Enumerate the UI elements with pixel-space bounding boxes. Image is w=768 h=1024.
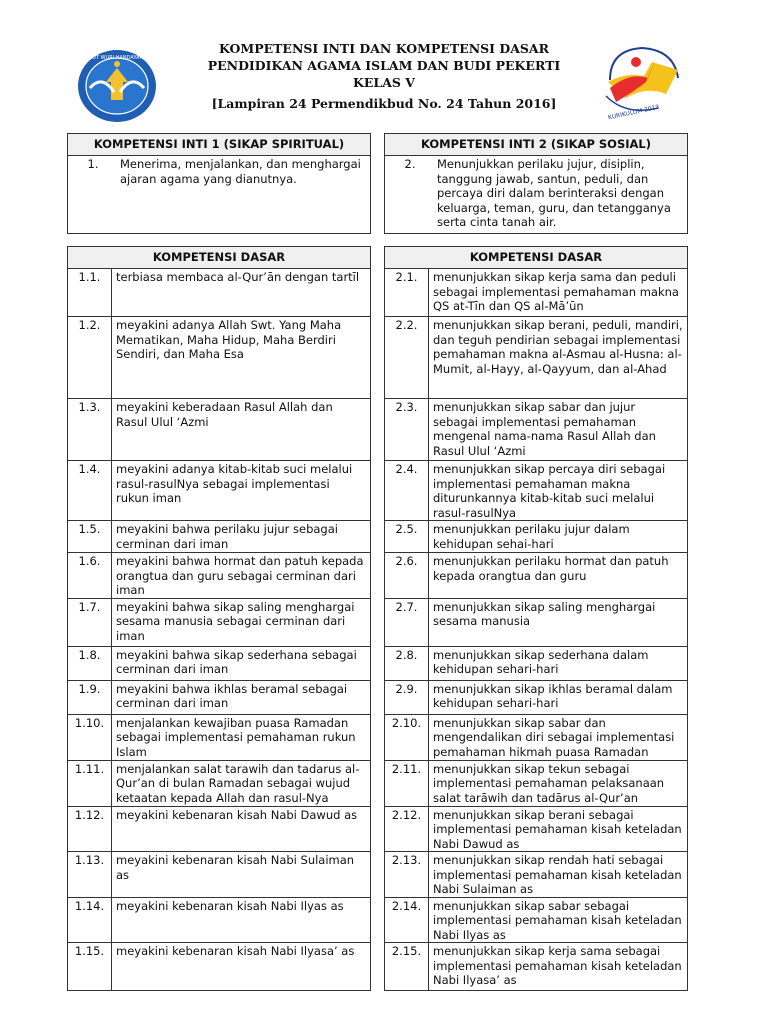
kd-left-text: meyakini bahwa sikap sederhana sebagai cerminan dari iman	[112, 646, 371, 680]
column-gap	[371, 852, 385, 898]
kd-right-text: menunjukkan sikap tekun sebagai implementasi pemahaman pelaksanaan salat tarāwih dan tadārus al-Qur’an	[429, 760, 688, 806]
column-gap	[371, 269, 385, 317]
ki2-cell	[385, 156, 688, 234]
kd-left-text: meyakini kebenaran kisah Nabi Ilyasa’ as	[112, 943, 371, 991]
kd-left-number: 1.9.	[68, 680, 112, 714]
kd-left-text: menjalankan salat tarawih dan tadarus al-Qur’an di bulan Ramadan sebagai wujud ketaatan kepada Allah dan rasul-Nya	[112, 760, 371, 806]
kd-right-text: menunjukkan sikap saling menghargai sesama manusia	[429, 598, 688, 646]
table-row	[68, 806, 688, 852]
ki1-text: Menerima, menjalankan, dan menghargai ajaran agama yang dianutnya.	[120, 157, 361, 186]
column-gap	[371, 806, 385, 852]
kd-left-text: meyakini bahwa perilaku jujur sebagai cerminan dari iman	[112, 521, 371, 553]
kd-right-text: menunjukkan sikap kerja sama sebagai implementasi pemahaman kisah keteladan Nabi Ilyasa’ as	[429, 943, 688, 991]
kd-right-text: menunjukkan sikap percaya diri sebagai implementasi pemahaman makna diturunkannya kitab-kitab suci melalui rasul-rasulNya	[429, 461, 688, 521]
kd-left-text: meyakini kebenaran kisah Nabi Ilyas as	[112, 897, 371, 943]
kd-left-text: meyakini keberadaan Rasul Allah dan Rasul Ulul ‘Azmi	[112, 399, 371, 461]
svg-text:TUT WURI HANDAYANI: TUT WURI HANDAYANI	[89, 55, 145, 61]
kd-left-number: 1.6.	[68, 553, 112, 599]
column-gap	[371, 760, 385, 806]
ki1-header: KOMPETENSI INTI 1 (SIKAP SPIRITUAL)	[68, 134, 371, 156]
kd-right-number: 2.9.	[385, 680, 429, 714]
kd-right-text: menunjukkan sikap kerja sama dan peduli sebagai implementasi pemahaman makna QS at-Tīn dan QS al-Mā’ūn	[429, 269, 688, 317]
kd-right-text: menunjukkan sikap rendah hati sebagai implementasi pemahaman kisah keteladan Nabi Sulaiman as	[429, 852, 688, 898]
table-row	[68, 646, 688, 680]
kd-left-number: 1.8.	[68, 646, 112, 680]
title-line-1: KOMPETENSI INTI DAN KOMPETENSI DASAR	[218, 41, 550, 56]
kd-left-number: 1.2.	[68, 317, 112, 399]
column-gap	[371, 646, 385, 680]
kd-left-number: 1.11.	[68, 760, 112, 806]
table-row	[68, 598, 688, 646]
column-gap	[371, 317, 385, 399]
kd-right-number: 2.5.	[385, 521, 429, 553]
kd2-header: KOMPETENSI DASAR	[385, 247, 688, 269]
kd-left-text: meyakini adanya kitab-kitab suci melalui rasul-rasulNya sebagai implementasi rukun iman	[112, 461, 371, 521]
ki2-number: 2.	[404, 157, 416, 171]
column-gap	[371, 521, 385, 553]
kd1-header: KOMPETENSI DASAR	[68, 247, 371, 269]
kd-left-number: 1.14.	[68, 897, 112, 943]
table-row	[68, 269, 688, 317]
title-line-2: PENDIDIKAN AGAMA ISLAM DAN BUDI PEKERTI	[207, 58, 561, 73]
table-row	[68, 461, 688, 521]
table-row	[68, 943, 688, 991]
kurikulum-2013-logo	[586, 42, 690, 120]
table-row	[68, 399, 688, 461]
kd-left-text: meyakini kebenaran kisah Nabi Dawud as	[112, 806, 371, 852]
kd-left-number: 1.3.	[68, 399, 112, 461]
kd-left-text: meyakini bahwa sikap saling menghargai sesama manusia sebagai cerminan dari iman	[112, 598, 371, 646]
ki1-number: 1.	[87, 157, 99, 171]
table-row	[68, 897, 688, 943]
kd-right-number: 2.1.	[385, 269, 429, 317]
kd-left-text: terbiasa membaca al-Qur’ān dengan tartīl	[112, 269, 371, 317]
kd-right-number: 2.10.	[385, 714, 429, 760]
table-row	[68, 521, 688, 553]
kd-left-number: 1.15.	[68, 943, 112, 991]
kd-left-text: menjalankan kewajiban puasa Ramadan sebagai implementasi pemahaman rukun Islam	[112, 714, 371, 760]
kd-left-number: 1.1.	[68, 269, 112, 317]
kd-left-number: 1.13.	[68, 852, 112, 898]
kd-left-number: 1.10.	[68, 714, 112, 760]
table-row	[68, 553, 688, 599]
table-row	[68, 317, 688, 399]
kd-right-number: 2.11.	[385, 760, 429, 806]
title-line-3: KELAS V	[353, 75, 415, 90]
kompetensi-inti-table	[67, 133, 688, 234]
column-gap	[371, 553, 385, 599]
kd-left-number: 1.4.	[68, 461, 112, 521]
kd-right-number: 2.8.	[385, 646, 429, 680]
kd-right-text: menunjukkan sikap berani sebagai implementasi pemahaman kisah keteladan Nabi Dawud as	[429, 806, 688, 852]
column-gap	[371, 399, 385, 461]
kd-right-number: 2.12.	[385, 806, 429, 852]
column-gap	[371, 680, 385, 714]
kd-left-number: 1.12.	[68, 806, 112, 852]
svg-text:KURIKULUM 2013: KURIKULUM 2013	[607, 103, 660, 120]
kd-right-number: 2.15.	[385, 943, 429, 991]
column-gap	[371, 943, 385, 991]
kd-left-number: 1.7.	[68, 598, 112, 646]
column-gap	[371, 461, 385, 521]
column-gap	[371, 897, 385, 943]
ki2-text: Menunjukkan perilaku jujur, disiplin, tanggung jawab, santun, peduli, dan percaya diri dalam berinteraksi dengan keluarga, teman, guru, dan tetangganya serta cinta tanah air.	[437, 157, 671, 229]
kd-left-text: meyakini bahwa hormat dan patuh kepada orangtua dan guru sebagai cerminan dari iman	[112, 553, 371, 599]
subtitle: [Lampiran 24 Permendikbud No. 24 Tahun 2016]	[211, 96, 557, 111]
table-row	[68, 852, 688, 898]
kd-right-number: 2.6.	[385, 553, 429, 599]
table-row	[68, 760, 688, 806]
kd-right-number: 2.2.	[385, 317, 429, 399]
kd-right-text: menunjukkan sikap sabar dan jujur sebagai implementasi pemahaman mengenal nama-nama Rasul Allah dan Rasul Ulul ‘Azmi	[429, 399, 688, 461]
kd-left-text: meyakini kebenaran kisah Nabi Sulaiman as	[112, 852, 371, 898]
kd-right-number: 2.14.	[385, 897, 429, 943]
kd-left-number: 1.5.	[68, 521, 112, 553]
column-gap	[371, 714, 385, 760]
table-row	[68, 714, 688, 760]
kd-right-text: menunjukkan sikap sabar sebagai implementasi pemahaman kisah keteladan Nabi Ilyas as	[429, 897, 688, 943]
kd-left-text: meyakini adanya Allah Swt. Yang Maha Mematikan, Maha Hidup, Maha Berdiri Sendiri, dan Maha Esa	[112, 317, 371, 399]
kd-right-number: 2.3.	[385, 399, 429, 461]
column-gap	[371, 598, 385, 646]
kd-right-number: 2.4.	[385, 461, 429, 521]
kd-right-number: 2.13.	[385, 852, 429, 898]
kd-right-text: menunjukkan sikap ikhlas beramal dalam kehidupan sehari-hari	[429, 680, 688, 714]
kd-right-text: menunjukkan sikap berani, peduli, mandiri, dan teguh pendirian sebagai implementasi pemahaman makna al-Asmau al-Husna: al-Mumit, al-Hayy, al-Qayyum, dan al-Ahad	[429, 317, 688, 399]
kd-left-text: meyakini bahwa ikhlas beramal sebagai cerminan dari iman	[112, 680, 371, 714]
kd-right-text: menunjukkan sikap sederhana dalam kehidupan sehari-hari	[429, 646, 688, 680]
kompetensi-dasar-table	[67, 246, 688, 991]
kd-right-text: menunjukkan perilaku jujur dalam kehidupan sehai-hari	[429, 521, 688, 553]
kd-right-text: menunjukkan perilaku hormat dan patuh kepada orangtua dan guru	[429, 553, 688, 599]
ki1-cell	[68, 156, 371, 234]
kd-right-text: menunjukkan sikap sabar dan mengendalikan diri sebagai implementasi pemahaman hikmah puasa Ramadan	[429, 714, 688, 760]
tut-wuri-handayani-logo	[76, 48, 158, 124]
kd-right-number: 2.7.	[385, 598, 429, 646]
table-row	[68, 680, 688, 714]
ki2-header: KOMPETENSI INTI 2 (SIKAP SOSIAL)	[385, 134, 688, 156]
